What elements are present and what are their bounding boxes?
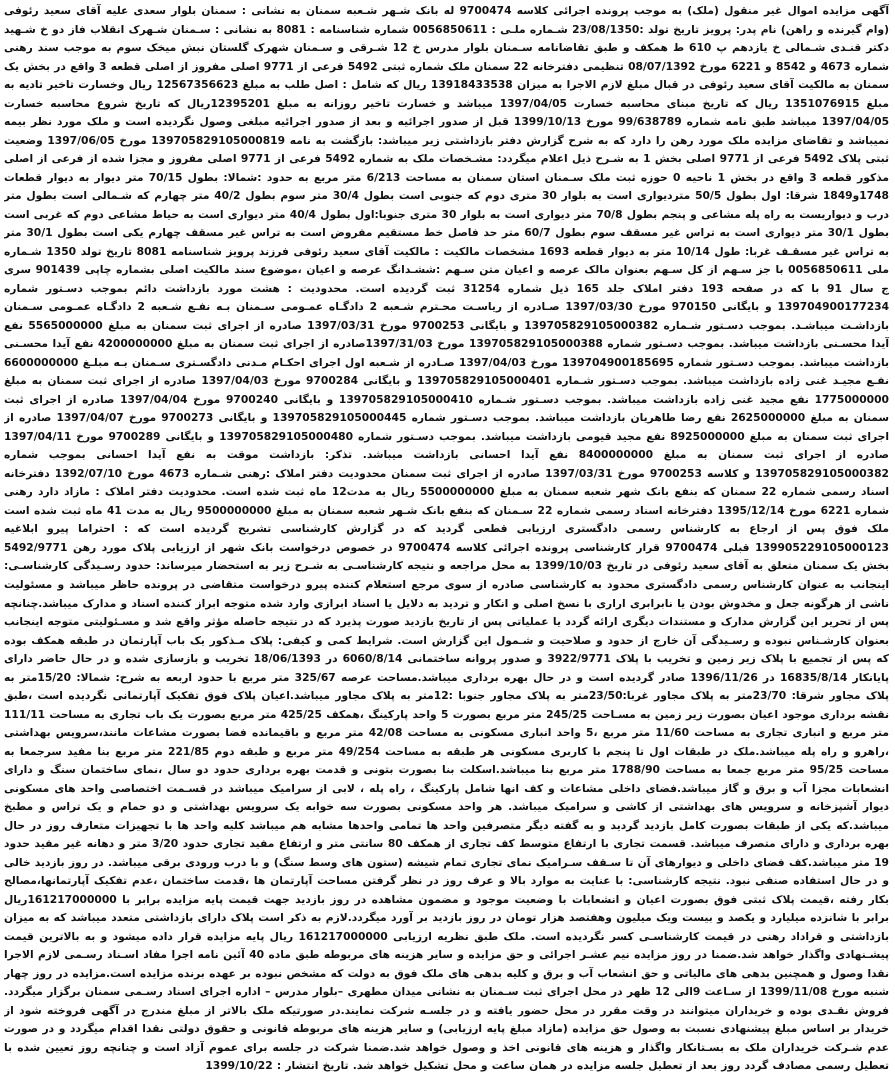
- auction-notice: [4, 2, 889, 1087]
- notice-body-text: آگهی مزایده اموال غیر منقول (ملک) به موجب پرونده اجرائی کلاسه 9700474 له بانک شـهر شـعبه سمنان به نشانی : سمنان بلوار سعدی علیه آقای سعید رئوفی (وام گیرنده و راهن) نام پدر: پرویز تاریخ تولد :23/08/1350 شـماره ملـی : 0056850611 شماره شناسنامه : 8081 به نشانی : سـمنان شـهرک انقلاب فاز دو خ شـهید دکتر قنـدی شـمالی خ یازدهم پ 610 ط همکف و طبق تقاضانامه سـمنان بلوار مدرس خ 12 شـرقی و سـمنان شهرک گلستان نبش میخک سوم به موجب سند رهنی شماره 4673 و 8542 و 6221 مورخ 08/07/1392 تنظیمی دفترخانه 22 سمنان ملک شماره ثبتی 5492 فرعی از 9771 اصلی مفروز از اصلی قطعه 3 واقع در بخش یک سمنان به مالکیت آقای سعید رئوفی در قبال مبلغ لازم الاجرا به میزان 13918433538 ریال که شامل : اصل طلب به مبلغ 12567356623 ریال وخسارت تاخیر تادیه به مبلغ 1351076915 ریال که تاریخ مبنای محاسبه خسارت 1397/04/05 میباشد و خسارت تاخیر روزانه به مبلغ 12395201ریال که تاریخ شروع محاسبه خسارت 1397/04/05 میباشد طبق نامه شماره 99/638789 مورخ 1399/10/13 قبل از صدور اجرائیه و بعد از صدور اجرائیه مبلغی وصول نگردیده است و ملک مورد نظر بیمه نمیباشد و تقاضای مزایده ملک مورد رهن را دارد که به شرح گزارش دفتر بازداشتی زیر میباشد: بازگشت به نامه 139705829105000819 مورخ 1397/06/05 وضعیت ثبتی پلاک 5492 فرعی از 9771 اصلی بخش 1 به شـرح ذیل اعلام میگردد: مشـخصات ملک به شماره 5492 فرعی از 9771 اصلی مفروز و مجزا شده از فرعی از اصلی مذکور قطعه 3 واقع در بخش 1 ناحیه 0 حوزه ثبت ملک سـمنان استان سمنان به مساحت 6/213 متر مربع به حدود :شمالا: بطول 70/15 متر دیوار به دیوار قطعات 1748و1849 شرقا: اول بطول 50/5 متردیواری است به بلوار 30 متری دوم که جنوبی است بطول 30/4 متر سوم بطول 40/2 متر چهارم که شـمالی است بطول متر درب و دیواریست به راه پله مشاعی و پنجم بطول 70/8 متر دیواری است به بلوار 30 متری جنوبا:اول بطول 40/4 متر دیواری است به حیاط مشاعی دوم که غربی است بطول 30/1 متر دیواری است به تراس غیر مسقف سوم بطول 60/7 متر حد فاصل خط مستقیم مفروض است به تراس غیر مسقف چهارم یکی است بطول 30/1 متر به تراس غیر مسقـف غربا: طول 10/14 متر به دیوار قطعه 1693 مشخصات مالکیت : مالکیت آقای سعید رئوفی فرزند پرویز شناسنامه 8081 تاریخ تولد 1350 شـماره ملی 0056850611 با جز سـهم از کل سـهم بعنوان مالک عرصه و اعیان متن سـهم :ششـدانگ عرصه و اعیان ،موضوع سند مالکیت اصلی بشماره چاپی 901439 سری ج سال 91 با که در صفحه 193 دفتر املاک جلد 165 ذیل شماره 31254 ثبت گردیده است. محدودیت : هشت مورد بازداشت دائم بموجب دسـتور شماره 139704900177234 و بایگانی 970150 مورخ 1397/03/30 صـادره از ریاسـت محـترم شـعبه 2 دادگـاه عمـومی سـمنان بـه نفـع شـعبه 2 دادگـاه عمـومی سـمنان بازداشـت میباشـد. بموجب دسـتور شـماره 139705829105000382 و بایگانی 9700253 مورخ 1397/03/31 صادره از اجرای ثبت سمنان به مبلغ 5565000000 نفع آیدا محسـنی بازداشت میباشد. بموجب دسـتور شماره 139705829105000388 مورخ 1397/31/03صادره از اجرای ثبت سمنان به مبلغ 4200000000 نفع آیدا محسـنی بازداشت میباشد. بموجب دسـتور شماره 139704900185695 مورخ 1397/04/03 صـادره از شـعبه اول اجرای احکـام مـدنی دادگسـتری سـمنان بـه مبلـغ 6600000000 نفـع مجیـد غنی زاده بازداشت میباشد. بموجب دسـتور شـماره 139705829105000401 و بایگانی 9700284 مورخ 1397/04/03 صادره از اجرای ثبت سمنان به مبلغ 1775000000 نفع مجید غنی زاده بازداشت میباشد. بموجب دسـتور شـماره 139705829105000410 و بایگانی 9700240 مورخ 1397/04/04 صادره از اجرای ثبت سمنان به مبلغ 2625000000 نفع رضا طاهریان بازداشت میباشد. بموجب دسـتور شماره 139705829105000445 و بایگانی 9700273 مورخ 1397/04/07 صادره از اجرای ثبت سمنان به مبلغ 8925000000 نفع مجید قیومی بازداشت میباشد. بموجب دسـتور شماره 139705829105000480 و بایگانی 9700289 مورخ 1397/04/11 صادره از اجرای ثبت سمنان به مبلغ 8400000000 نفع آیدا احسانی بازداشت میباشد. تذکر: بازداشت موقت به نفع آیدا احسانی بموجب شماره 139705829105000382 و کلاسه 9700253 مورخ 1397/03/31 صادره از اجرای ثبت سمنان محدودیت دفتر املاک :رهنی شـماره 4673 مورخ 1392/07/10 دفترخانه اسناد رسمی شماره 22 سمنان که بنفع بانک شهر شعبه سمنان به مبلغ 5500000000 ریال به مدت12 ماه ثبت شده است. محدودیت دفتر املاک : مازاد دارد رهنی شماره 6221 مورخ 1395/12/14 دفترخانه اسناد رسمی شماره 22 سـمنان که بنفع بانک شـهر شعبه سمنان به مبلغ 9500000000 ریال به مدت 41 ماه ثبت شده است ملک فوق پس از ارجاع به کارشناس رسمی دادگستری ارزیابی قطعی گردید که در گزارش کارشناسی تشریح گردیده است که : احتراما پیرو ابلاغیه 139905229105000123 قبلی 9700474 قرار کارشناسی پرونده اجرائی کلاسه 9700474 در خصوص درخواست بانک شهر از ارزیابی پلاک مورد رهن 5492/9771 بخش یک سمنان متعلق به آقای سعید رئوفی در تاریخ 1399/10/03 به محل مراجعه و نتیجه کارشناسـی به شـرح زیر به استحضار میرساند: حدود رسـیدگی کارشناسـی: اینجانب به عنوان کارشناس رسمی دادگستری محدود به کارشناسی صادره از سوی مرجع استعلام کننده پیرو درخواست متقاضی در پرونده حاظر میباشد و مسئولیت ناشی از هرگونه جعل و مخدوش بودن یا نابرابری اراری با نسخ اصلی و انکار و تردید به دلایل یا اسناد ابرازی وارد شده متوجه ابراز کننده اسناد و مدارک میباشد.چنانچه پس از تحریر این گزارش مدارک و مستندات دیگری ارائه گردد یا عملیاتی پس از تاریخ بازدید صورت پذیرد که در نتیجه حاصله مؤثر واقع شد و مسـئولیتی متوجه اینجانب بعنوان کارشـناس نبوده و رسـیدگی آن خارج از حدود و صلاحیت و شـمول این گزارش است. شرایط کمی و کیفی: پلاک مـذکور یک باب آپارتمان در طبقه همکف بوده که پس از تجمیع با پلاک زیر زمین و تخریب با پلاک 3922/9771 و صدور پروانه ساختمانی 6060/8/14 در 18/06/1393 تخریب و بازسازی شده و در حال حاضر دارای پایانکار 16835/8/14 در 1396/11/26 صادر گردیده است و در حال بهره برداری میباشد.مساحت عرصه 325/67 متر مربع با حدود اربعه به شرح: شمالا: 15/20متر به پلاک مجاور شرقا: 23/70متر به پلاک مجاور غربا:23/50متر به پلاک مجاور جنوبا :12متر به پلاک مجاور میباشد.اعیان پلاک فوق تفکیک آپارتمانی نگردیده است ،طبق نقشه برداری موجود اعیان بصورت زیر زمین به مسـاحت 245/25 متر مربع بصورت 5 واحد پارکینگ ،همکف 425/25 متر مربع بصورت یک باب تجاری به مساحت 111/11 متر مربع و انباری تجاری به مساحت 11/60 متر مربع ،5 واحد انباری مسکونی به مساحت 42/08 متر مربع و باقیمانده فضا بصورت مشاعات مانند،سرویس بهداشتی ،راهرو و راه پله میباشد.ملک در طبقات اول تا پنجم با کاربری مسکونی هر طبقه به مساحت 49/254 متر مربع و طبقه دوم 221/85 متر مربع بنا مفید سرجمعا به مساحت 95/25 متر مربع جمعا به مساحت 1788/90 متر مربع بنا میباشد.اسکلت بنا بصورت بتونی و قدمت بهره برداری حدود دو سال ،نمای ساختمان سنگ و دارای انشعابات مجزا آب و برق و گاز میباشد.فضای داخلی مشاعات و کف انها شامل پارکینگ ، راه پله ، لابی از سرامیک میباشد در قسـمت اختصاصی واحد های مسکونی دیوار آشپزخانه و سرویس های بهداشتی از کاشی و سرامیک میباشد. هر واحد مسکونی بصورت سه خوابه یک سرویس بهداشتی و دو حمام و یک تراس و مطبخ میباشد.که یکی از طبقات بصورت کامل بازدید گردید و به گفته دیگر متصرفین واحد ها تمامی واحدها مشابه هم میباشد کلیه واحد ها با تجهیزات متعارف روز در حال بهره برداری و دارای متصرف میباشد. قسمت تجاری با ارتفاع متوسط کف تجاری از همکف 80 سانتی متر و ارتفاع مفید تجاری حدود 3/20 متر و دهانه غیر مفید حدود 19 متر میباشد.کف فضای داخلی و دیوارهای آن تا سـقف سـرامیک نمای تجاری تمام شیشه (ستون های وسط سنگ) و با درب ورودی برقی میباشد. در روز بازدید خالی و در حال استفاده صنفی نبود. نتیجه کارشناسی: با عنایت به موارد بالا و عرف روز در نظر گرفتن مساحت آپارتمان ها ،قدمت ساختمان ،عدم تفکیک آپارتمانها،مصالح بکار رفته ،قیمت پلاک ثبتی فوق بصورت اعیان و انشعابات با وضعیت موجود و مضمون مشاهده در روز بازدید جهت قیمت پایه مزایده برابر با 161217000000ریال برابر با شانزده میلیارد و یکصد و بیست ویک میلیون وهفتصد هزار تومان در روز بازدید بر آورد میگردد.لازم به ذکر است پلاک دارای بازداشتی متعدد میباشد که به میزان بازداشتی و قراداد رهنی در قیمت کارشناسـی کسر نگردیده است. ملک طبق نظریه ارزیابی 161217000000 ریال پایه مزایده قرار داده میشود و به بالاترین قیمت پیشـنهادی واگذار خواهد شد.ضمنا در روز مزایده نیم عشـر اجرائی و حق مزایده و سایر هزینه های مربوطه طبق ماده 40 آئین نامه اجرا مفاد اسـناد رسـمی لازم الاجرا نقدا وصول و همچنین بدهی های مالیاتی و حق انشعاب آب و برق و کلیه بدهی های ملک فوق به دولت که مشخص نبوده بر عهده برنده مزایده است.مزایده در روز چهار شنبه مورخ 1399/11/08 از سـاعت 9الی 12 ظهر در محل اجرای ثبت سـمنان به نشانی میدان مطهری –بلوار مدرس – اداره اجرای اسناد رسـمی سمنان برگزار میگردد. فروش نقـدی بوده و خریداران میتوانند در وقت مقرر در محل حضور یافته و در جلسـه شرکت نمایند.در صورتیکه ملک بالاتر از مبلغ مندرج در آگهی فروخته شود از خریدار بر اساس مبلغ پیشنهادی نسبت به وصول حق مزایده (مازاد مبلغ پایه ارزیابی) و سایر هزینه های مربوطه قانونی و حقوق دولتی نقدا اقدام میگردد و در صورت عدم شـرکت خریداران ملک به بسـتانکار واگذار و هزینه های قانونی اخذ و وصول خواهد شد.ضمنا شرکت در جلسه برای عموم آزاد است و چنانچه روز تعیین شده با تعطیل رسمی مصادف گردد روز بعد از تعطیل جلسه مزایده در همان ساعت و محل تشکیل خواهد شد. تاریخ انتشار : 1399/10/22: [4, 4, 889, 1073]
